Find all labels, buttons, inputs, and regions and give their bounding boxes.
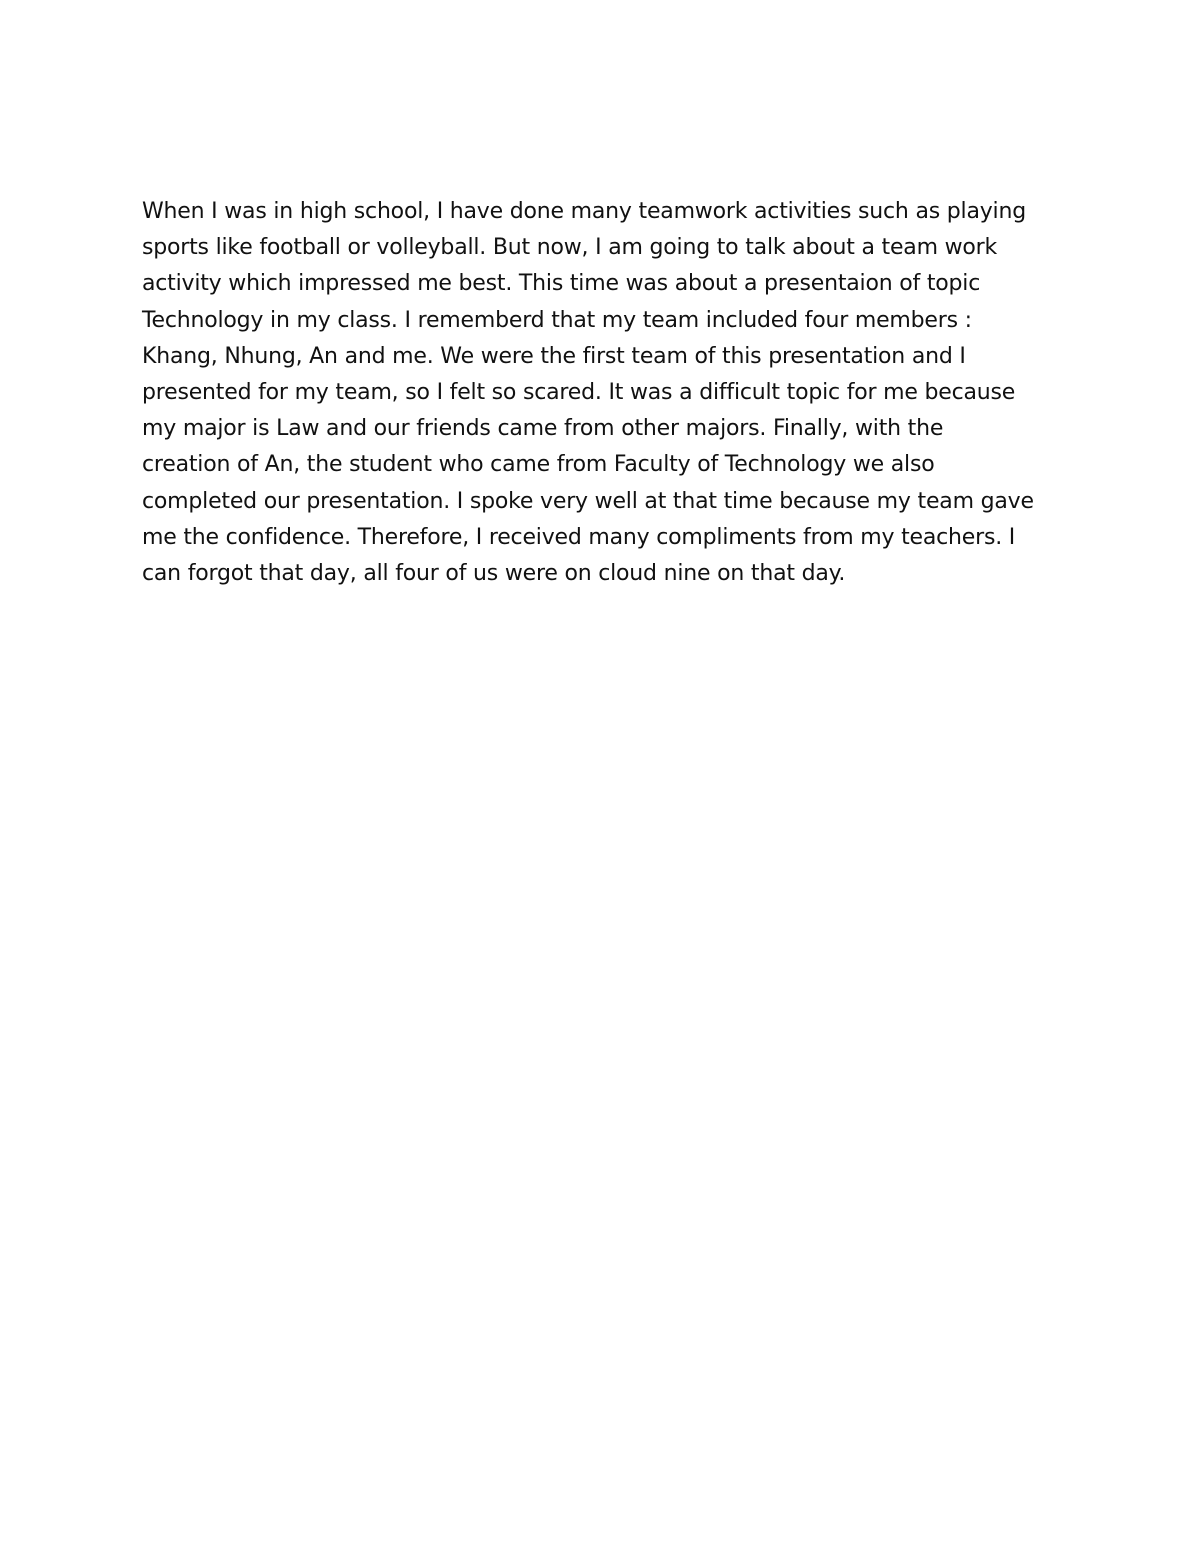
body-paragraph xyxy=(142,194,1072,592)
paragraph-line: presented for my team, so I felt so scared. It was a difficult topic for me because xyxy=(142,380,1016,406)
paragraph-line: sports like football or volleyball. But now, I am going to talk about a team work xyxy=(142,235,998,261)
paragraph-line: Technology in my class. I rememberd that my team included four members : xyxy=(142,307,972,333)
paragraph-line: creation of An, the student who came from Faculty of Technology we also xyxy=(142,452,935,478)
paragraph-line: Khang, Nhung, An and me. We were the first team of this presentation and I xyxy=(142,343,966,369)
paragraph-line: activity which impressed me best. This time was about a presentaion of topic xyxy=(142,271,981,297)
paragraph-line: my major is Law and our friends came from other majors. Finally, with the xyxy=(142,416,944,442)
paragraph-line: When I was in high school, I have done many teamwork activities such as playing xyxy=(142,199,1026,224)
paragraph-line: completed our presentation. I spoke very well at that time because my team gave xyxy=(142,488,1034,514)
paragraph-line: can forgot that day, all four of us were on cloud nine on that day. xyxy=(142,561,846,587)
paragraph-line: me the confidence. Therefore, I received many compliments from my teachers. I xyxy=(142,524,1016,550)
